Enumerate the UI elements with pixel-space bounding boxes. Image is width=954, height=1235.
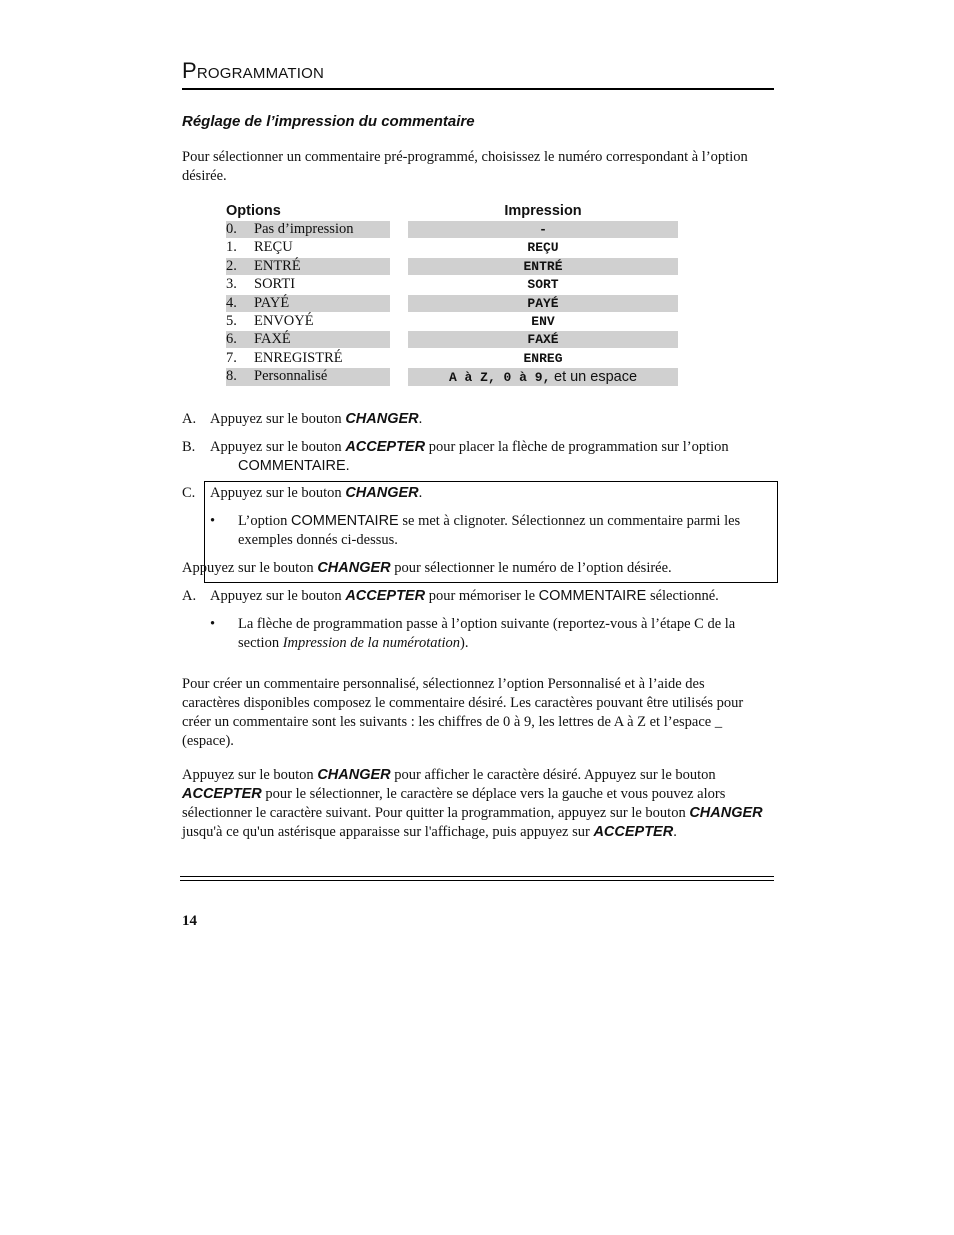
page-number: 14 [182, 913, 197, 929]
final-paragraph: Appuyez sur le bouton CHANGER pour afficher le caractère désiré. Appuyez sur le bouton ACCEPTER pour le sélectionner, le caractère se déplace vers la gauche et vous pouvez alors sélectionner le caractère suivant. Pour quitter la programmation, appuyez sur le bouton CHANGER jusqu'à ce qu'un astérisque apparaisse sur l'affichage, puis appuyez sur ACCEPTER. [182, 767, 763, 840]
impression-row-0: - [408, 221, 678, 238]
footer-rule [180, 876, 774, 881]
option-row-3: 3. SORTI [226, 276, 296, 292]
bullet-commentaire: • L’option COMMENTAIRE se met à clignoter. Sélectionnez un commentaire parmi les exemples donnés ci-dessus. [210, 513, 741, 548]
changer-button-ref: CHANGER [317, 560, 391, 576]
impression-column-header: Impression [504, 203, 582, 219]
option-row-4: 4. PAYÉ [226, 295, 390, 312]
header-title: PROGRAMMATION [182, 58, 324, 83]
option-row-8: 8. Personnalisé [226, 368, 390, 386]
custom-comment-paragraph: Pour créer un commentaire personnalisé, sélectionnez l’option Personnalisé et à l’aide des caractères disponibles composez le commentaire désiré. Les caractères pouvant être utilisés pour créer un commentaire sont les suivants : les chiffres de 0 à 9, les lettres de A à Z et l’espace _ (espace). [182, 676, 744, 749]
intro-paragraph: Pour sélectionner un commentaire pré-programmé, choisissez le numéro correspondant à l’option désirée. [182, 149, 748, 184]
step-a-change: A. Appuyez sur le bouton CHANGER. [182, 411, 423, 427]
impression-row-2: ENTRÉ [408, 258, 678, 275]
impression-row-1: REÇU [527, 240, 559, 255]
option-row-6: 6. FAXÉ [226, 331, 390, 348]
accepter-button-ref: ACCEPTER [345, 588, 426, 604]
impression-row-7: ENREG [523, 351, 563, 366]
impression-row-5: ENV [531, 314, 555, 329]
step-c-change: C. Appuyez sur le bouton CHANGER. [182, 485, 423, 501]
step-select-number: Appuyez sur le bouton CHANGER pour sélectionner le numéro de l’option désirée. [182, 560, 672, 576]
option-row-1: 1. REÇU [226, 239, 293, 255]
bullet-icon: • [210, 616, 216, 632]
impression-row-4: PAYÉ [408, 295, 678, 312]
accepter-button-ref: ACCEPTER [345, 439, 426, 455]
bullet-next-option: • La flèche de programmation passe à l’option suivante (reportez-vous à l’étape C de la section Impression de la numérotation). [210, 616, 736, 651]
changer-button-ref: CHANGER [345, 411, 419, 427]
options-column-header: Options [226, 203, 281, 219]
option-row-0: 0. Pas d’impression [226, 221, 390, 238]
impression-row-8: A à Z, 0 à 9, et un espace [408, 368, 678, 386]
option-row-7: 7. ENREGISTRÉ [226, 350, 343, 366]
impression-row-6: FAXÉ [408, 331, 678, 348]
page-header [182, 58, 774, 90]
step-b-continuation: COMMENTAIRE. [238, 458, 350, 474]
section-title: Réglage de l’impression du commentaire [182, 113, 475, 130]
bullet-icon: • [210, 513, 216, 529]
changer-button-ref: CHANGER [345, 485, 419, 501]
option-row-5: 5. ENVOYÉ [226, 313, 314, 329]
option-row-2: 2. ENTRÉ [226, 258, 390, 275]
step-b-accept: B. Appuyez sur le bouton ACCEPTER pour placer la flèche de programmation sur l’option [182, 439, 729, 455]
impression-row-3: SORT [527, 277, 559, 292]
step-a-memorize: A. Appuyez sur le bouton ACCEPTER pour mémoriser le COMMENTAIRE sélectionné. [182, 588, 719, 604]
